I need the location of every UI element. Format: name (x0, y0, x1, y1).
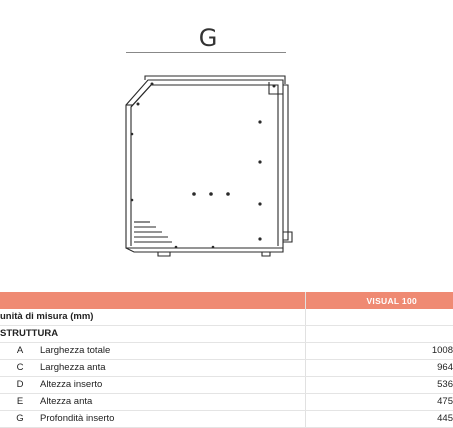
inner-frame (131, 85, 278, 246)
rivet (212, 246, 215, 249)
rivet (258, 202, 261, 205)
row-code: D (0, 377, 40, 393)
base-foot-right (262, 252, 270, 256)
row-value: 1008 (306, 343, 453, 360)
rivet (209, 192, 213, 196)
table-row (0, 343, 453, 360)
rivet (131, 133, 134, 136)
row-code: C (0, 360, 40, 376)
rivet (175, 246, 178, 249)
units-label: unità di misura (mm) (0, 309, 306, 326)
rivet (258, 160, 261, 163)
row-code: E (0, 394, 40, 410)
row-label: Larghezza totale (40, 343, 110, 359)
view-letter: G (0, 24, 416, 52)
row-code: G (0, 411, 40, 427)
corner-bevel-right (269, 82, 283, 94)
row-value: 964 (306, 360, 453, 377)
model-header: VISUAL 100 (306, 292, 453, 309)
row-label: Altezza anta (40, 394, 92, 410)
base-foot (158, 252, 170, 256)
rivet (258, 120, 261, 123)
table-row (0, 411, 453, 428)
rivet (137, 103, 140, 106)
row-value: 445 (306, 411, 453, 428)
table-header-row (0, 292, 453, 309)
units-row (0, 309, 453, 326)
table-row (0, 377, 453, 394)
insert-outline (126, 80, 283, 248)
rivet (273, 85, 276, 88)
right-rail (283, 85, 288, 240)
rivet (192, 192, 196, 196)
rivet (226, 192, 230, 196)
row-code: A (0, 343, 40, 359)
rivet (131, 199, 134, 202)
row-value: 475 (306, 394, 453, 411)
table-row (0, 394, 453, 411)
specification-table (0, 292, 453, 428)
section-row (0, 326, 453, 343)
rivet (258, 237, 261, 240)
row-label: Profondità inserto (40, 411, 114, 427)
section-label: STRUTTURA (0, 326, 306, 343)
row-label: Larghezza anta (40, 360, 106, 376)
table-row (0, 360, 453, 377)
row-label: Altezza inserto (40, 377, 102, 393)
rivet (151, 83, 154, 86)
row-value: 536 (306, 377, 453, 394)
bevel-bottom (126, 248, 283, 252)
